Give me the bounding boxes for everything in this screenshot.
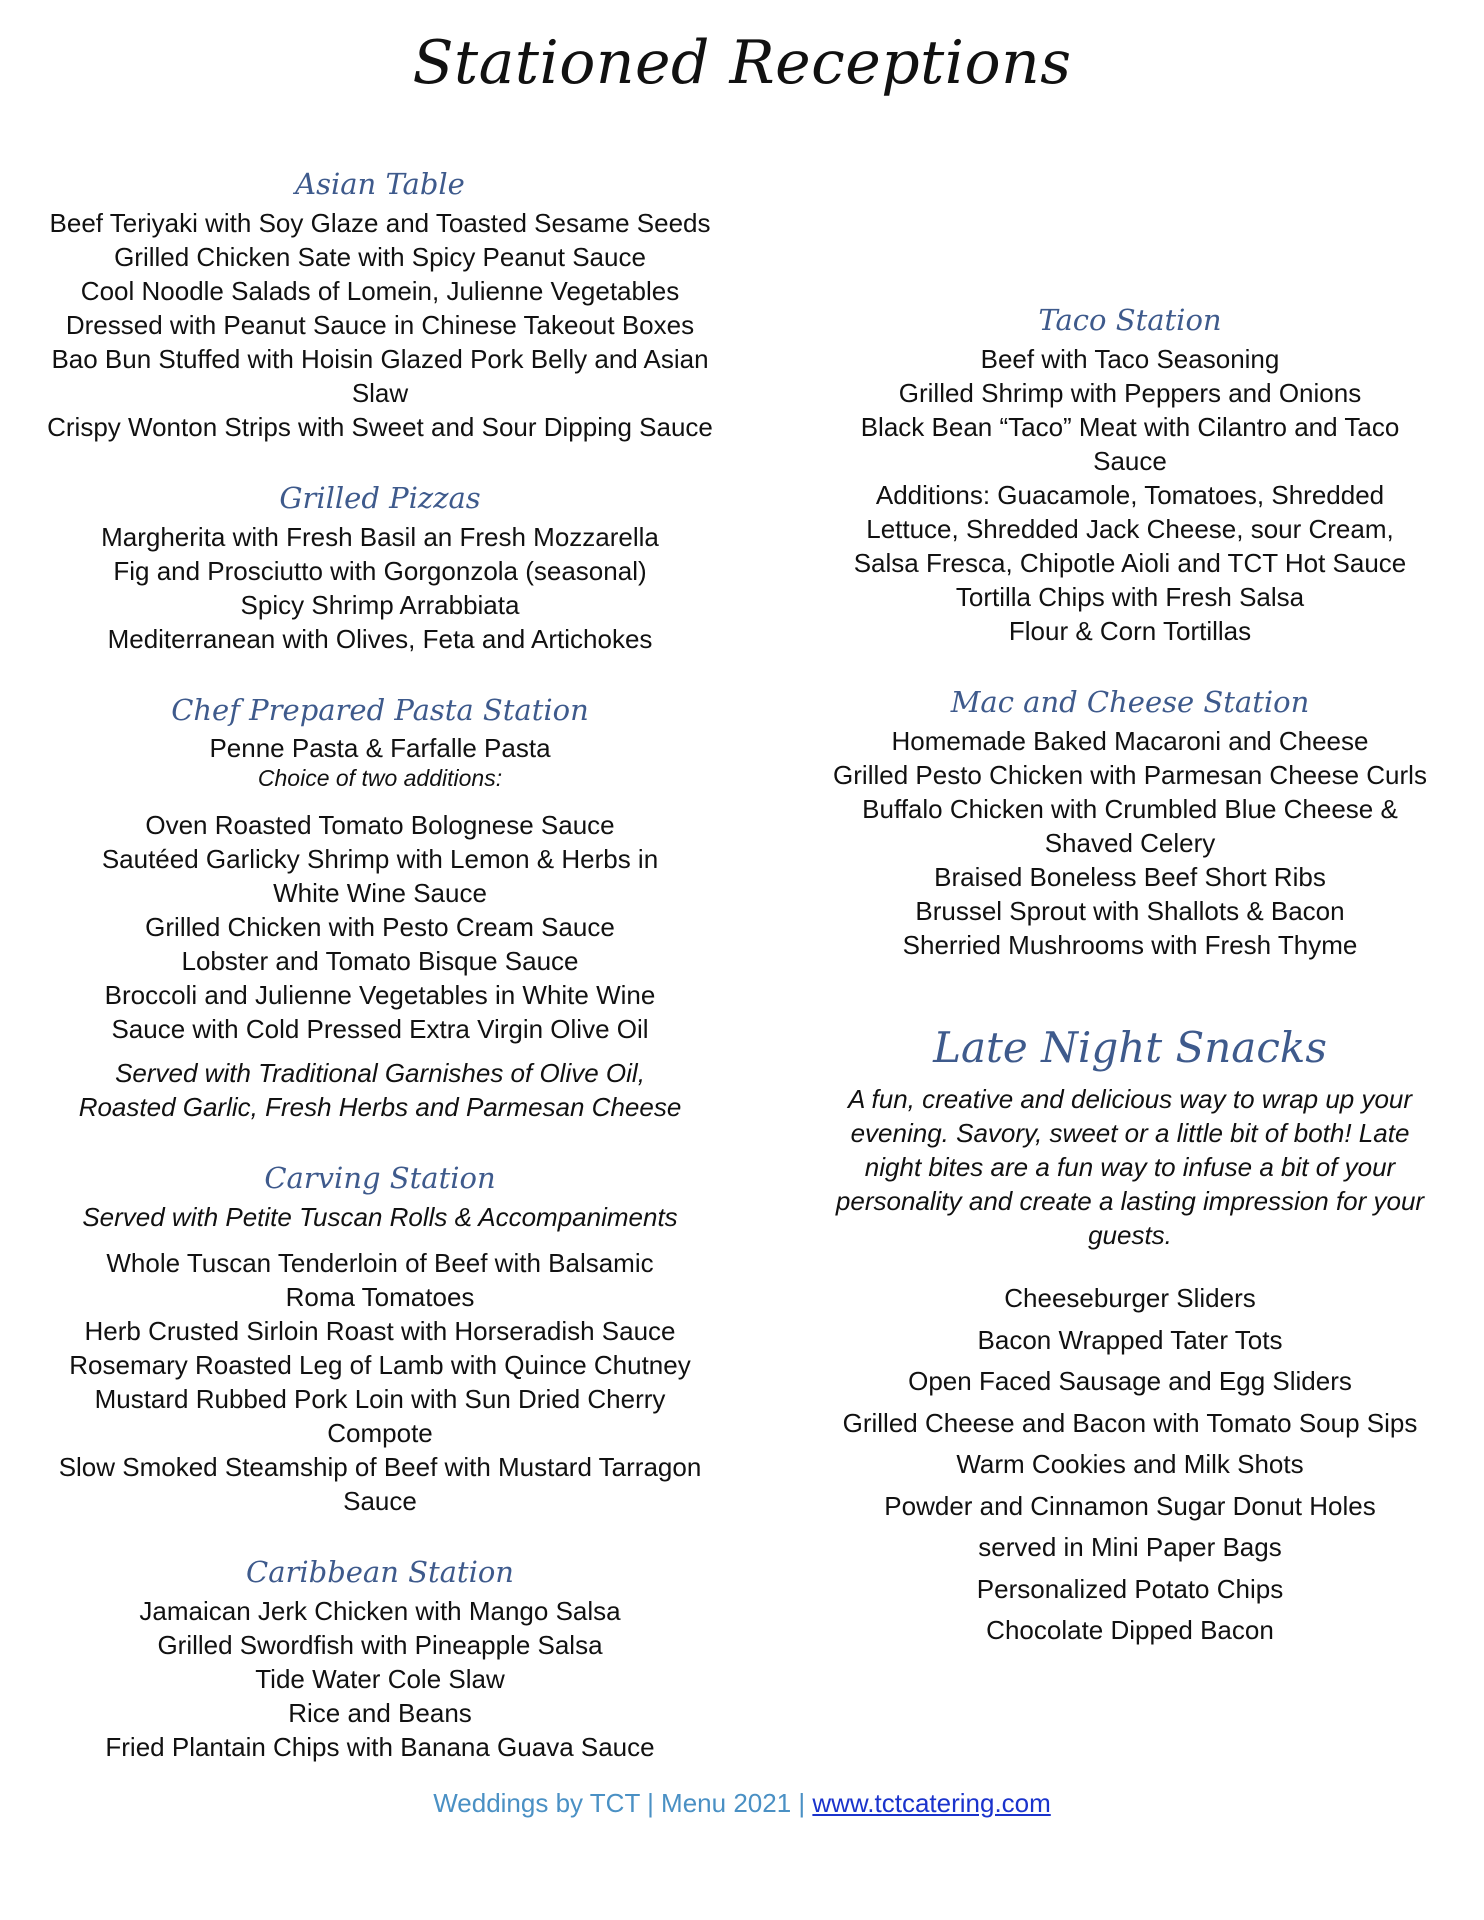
list-item: Black Bean “Taco” Meat with Cilantro and Taco Sauce: [860, 412, 1400, 476]
list-item: Lobster and Tomato Bisque Sauce: [181, 946, 579, 976]
list-item: Bacon Wrapped Tater Tots: [977, 1324, 1283, 1355]
list-item: Warm Cookies and Milk Shots: [956, 1449, 1304, 1479]
list-item: Mustard Rubbed Pork Loin with Sun Dried Cherry Compote: [94, 1384, 666, 1448]
list-item: Chocolate Dipped Bacon: [986, 1615, 1274, 1645]
list-item: Grilled Shrimp with Peppers and Onions: [898, 378, 1362, 408]
list-item: Personalized Potato Chips: [976, 1573, 1284, 1604]
mac-cheese-station-section: [830, 682, 1430, 962]
asian-table-title: Asian Table: [295, 167, 465, 201]
asian-table-items: [40, 206, 720, 444]
list-item: Slow Smoked Steamship of Beef with Mustard Tarragon Sauce: [58, 1452, 702, 1516]
pasta-station-section: [40, 690, 720, 1124]
late-night-snacks-title: Late Night Snacks: [933, 1023, 1327, 1072]
list-item: Bao Bun Stuffed with Hoisin Glazed Pork Belly and Asian Slaw: [51, 344, 709, 408]
list-item: Additions: Guacamole, Tomatoes, Shredded Lettuce, Shredded Jack Cheese, sour Cream, Salsa Fresca, Chipotle Aioli and TCT Hot Sauce: [853, 480, 1407, 578]
list-item: Jamaican Jerk Chicken with Mango Salsa: [139, 1596, 621, 1626]
list-item: Sherried Mushrooms with Fresh Thyme: [902, 930, 1358, 960]
left-column: [40, 164, 720, 1764]
caribbean-station-title: Caribbean Station: [246, 1555, 514, 1589]
list-item: Fried Plantain Chips with Banana Guava Sauce: [105, 1732, 655, 1762]
carving-station-title: Carving Station: [264, 1161, 496, 1195]
pasta-base: Penne Pasta & Farfalle Pasta: [209, 733, 551, 763]
list-item: Grilled Cheese and Bacon with Tomato Soup Sips: [842, 1407, 1418, 1438]
list-item: Cool Noodle Salads of Lomein, Julienne Vegetables Dressed with Peanut Sauce in Chinese Takeout Boxes: [65, 276, 695, 340]
grilled-pizzas-section: [40, 478, 720, 656]
list-item: Beef with Taco Seasoning: [980, 344, 1280, 374]
footer: [0, 1788, 1484, 1819]
right-column: [830, 300, 1430, 1652]
footer-text: Weddings by TCT | Menu 2021 |: [433, 1788, 813, 1818]
taco-station-section: [830, 300, 1430, 648]
list-item: Tide Water Cole Slaw: [255, 1664, 505, 1694]
list-item: Broccoli and Julienne Vegetables in White Wine Sauce with Cold Pressed Extra Virgin Olive Oil: [104, 980, 656, 1044]
list-item: Rice and Beans: [288, 1698, 472, 1728]
list-item: Sautéed Garlicky Shrimp with Lemon & Herbs in White Wine Sauce: [101, 844, 659, 908]
list-item: Homemade Baked Macaroni and Cheese: [891, 726, 1369, 756]
mac-cheese-items: [830, 724, 1430, 962]
list-item: Powder and Cinnamon Sugar Donut Holes served in Mini Paper Bags: [884, 1490, 1376, 1562]
carving-station-section: [40, 1158, 720, 1518]
list-item: Spicy Shrimp Arrabbiata: [240, 590, 520, 620]
list-item: Crispy Wonton Strips with Sweet and Sour Dipping Sauce: [47, 412, 713, 442]
late-night-items: [830, 1278, 1430, 1652]
list-item: Grilled Chicken with Pesto Cream Sauce: [145, 912, 615, 942]
list-item: Tortilla Chips with Fresh Salsa: [955, 582, 1305, 612]
pasta-items: [40, 808, 720, 1046]
mac-cheese-station-title: Mac and Cheese Station: [950, 685, 1310, 719]
pasta-choice-note: Choice of two additions:: [257, 765, 503, 791]
carving-items: [40, 1246, 720, 1518]
list-item: Brussel Sprout with Shallots & Bacon: [915, 896, 1345, 926]
list-item: Mediterranean with Olives, Feta and Artichokes: [107, 624, 653, 654]
page-title: Stationed Receptions: [412, 28, 1072, 98]
list-item: Whole Tuscan Tenderloin of Beef with Balsamic Roma Tomatoes: [106, 1248, 654, 1312]
list-item: Buffalo Chicken with Crumbled Blue Cheese & Shaved Celery: [862, 794, 1398, 858]
taco-items: [830, 342, 1430, 648]
list-item: Beef Teriyaki with Soy Glaze and Toasted Sesame Seeds: [49, 208, 711, 238]
list-item: Cheeseburger Sliders: [1004, 1283, 1256, 1313]
list-item: Braised Boneless Beef Short Ribs: [934, 862, 1326, 892]
late-night-snacks-section: [830, 1020, 1430, 1652]
pasta-served-note: Served with Traditional Garnishes of Olive Oil, Roasted Garlic, Fresh Herbs and Parmesan Cheese: [78, 1058, 682, 1122]
list-item: Flour & Corn Tortillas: [1008, 616, 1252, 646]
grilled-pizzas-items: [40, 520, 720, 656]
pasta-station-title: Chef Prepared Pasta Station: [171, 693, 589, 727]
list-item: Herb Crusted Sirloin Roast with Horseradish Sauce: [84, 1316, 676, 1346]
list-item: Grilled Pesto Chicken with Parmesan Cheese Curls: [833, 760, 1427, 790]
list-item: Open Faced Sausage and Egg Sliders: [908, 1366, 1352, 1396]
caribbean-station-section: [40, 1552, 720, 1764]
list-item: Fig and Prosciutto with Gorgonzola (seasonal): [113, 556, 647, 586]
grilled-pizzas-title: Grilled Pizzas: [279, 481, 481, 515]
carving-note: Served with Petite Tuscan Rolls & Accompaniments: [82, 1202, 678, 1232]
list-item: Margherita with Fresh Basil an Fresh Mozzarella: [101, 522, 659, 552]
late-night-intro: A fun, creative and delicious way to wrap up your evening. Savory, sweet or a little bit of both! Late night bites are a fun way to infuse a bit of your personality and create a lasting impression for your guests.: [835, 1084, 1425, 1250]
website-link[interactable]: www.tctcatering.com: [812, 1788, 1051, 1818]
asian-table-section: [40, 164, 720, 444]
list-item: Grilled Swordfish with Pineapple Salsa: [157, 1630, 603, 1660]
caribbean-items: [40, 1594, 720, 1764]
taco-station-title: Taco Station: [1038, 303, 1222, 337]
list-item: Rosemary Roasted Leg of Lamb with Quince Chutney: [69, 1350, 691, 1380]
list-item: Oven Roasted Tomato Bolognese Sauce: [145, 810, 615, 840]
list-item: Grilled Chicken Sate with Spicy Peanut Sauce: [114, 242, 646, 272]
